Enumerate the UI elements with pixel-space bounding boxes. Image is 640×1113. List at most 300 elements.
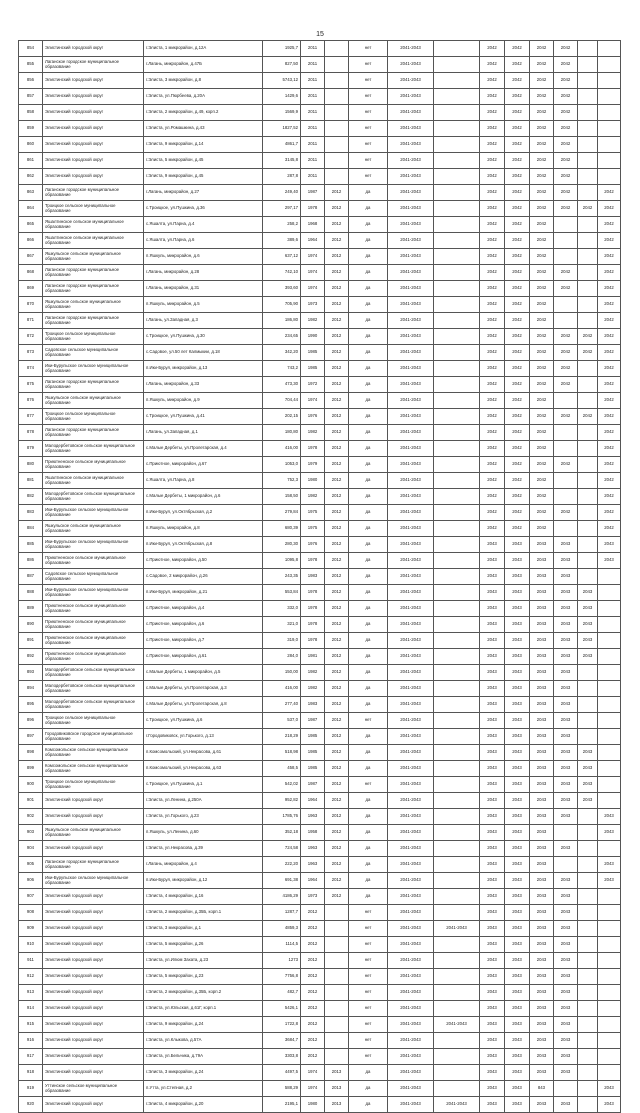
cell-area: 352,18 [263, 825, 301, 841]
cell-year: 1972 [301, 377, 325, 393]
cell-y3: 2042 [530, 329, 554, 345]
cell-repair-year [325, 121, 349, 137]
cell-period: 2041-2043 [388, 153, 434, 169]
cell-p2 [434, 777, 480, 793]
cell-y4: 2043 [554, 745, 578, 761]
cell-year: 1980 [301, 473, 325, 489]
cell-flag: да [349, 553, 388, 569]
cell-period: 2041-2043 [388, 489, 434, 505]
cell-p2 [434, 729, 480, 745]
cell-p2 [434, 105, 480, 121]
cell-y6 [598, 681, 621, 697]
cell-y1: 2043 [480, 553, 505, 569]
cell-repair-year [325, 105, 349, 121]
cell-y2: 2043 [505, 937, 530, 953]
cell-flag: да [349, 281, 388, 297]
cell-year: 1983 [301, 569, 325, 585]
cell-n: 897 [19, 729, 43, 745]
table-row [19, 361, 621, 377]
cell-flag: да [349, 1097, 388, 1113]
cell-area: 1095,8 [263, 553, 301, 569]
cell-p2 [434, 265, 480, 281]
cell-p2 [434, 649, 480, 665]
cell-repair-year [325, 905, 349, 921]
cell-org: Элистинский городской округ [43, 985, 144, 1001]
cell-p2 [434, 985, 480, 1001]
cell-addr: с.Троицкое, ул.Пушкина, д.6 [144, 713, 263, 729]
cell-y3: 2042 [530, 473, 554, 489]
table-row [19, 777, 621, 793]
cell-org: Элистинский городской округ [43, 809, 144, 825]
table-row [19, 617, 621, 633]
cell-addr: г.Элиста, 1 микрорайон, д.12А [144, 41, 263, 57]
cell-y1: 2043 [480, 1033, 505, 1049]
cell-y3: 2042 [530, 201, 554, 217]
cell-period: 2041-2043 [388, 841, 434, 857]
cell-y5 [578, 889, 598, 905]
cell-period: 2041-2043 [388, 185, 434, 201]
cell-y3: 2043 [530, 681, 554, 697]
cell-year: 1974 [301, 249, 325, 265]
cell-n: 919 [19, 1081, 43, 1097]
page-number: 15 [316, 31, 324, 38]
cell-p2 [434, 281, 480, 297]
cell-y4: 2043 [554, 1049, 578, 1065]
cell-repair-year: 2012 [325, 601, 349, 617]
cell-y1: 2042 [480, 121, 505, 137]
cell-period: 2041-2043 [388, 569, 434, 585]
cell-y4 [554, 825, 578, 841]
cell-p2 [434, 457, 480, 473]
cell-repair-year: 2012 [325, 233, 349, 249]
cell-addr: с.Троицкое, ул.Пушкина, д.1 [144, 777, 263, 793]
cell-y3: 2042 [530, 377, 554, 393]
cell-addr: п.Яшкуль, микрорайон, д.9 [144, 393, 263, 409]
cell-area: 284,0 [263, 649, 301, 665]
cell-addr: г.Элиста, 5 микрорайон, д.45 [144, 153, 263, 169]
cell-area: 342,20 [263, 345, 301, 361]
cell-n: 868 [19, 265, 43, 281]
cell-org: Лаганское городское муниципальное образование [43, 377, 144, 393]
cell-y1: 2043 [480, 889, 505, 905]
cell-period: 2041-2043 [388, 73, 434, 89]
cell-y3: 2043 [530, 569, 554, 585]
cell-org: Лаганское городское муниципальное образование [43, 185, 144, 201]
cell-repair-year: 2012 [325, 441, 349, 457]
cell-addr: с.Малые Дербеты, ул.Пролетарская, д.8 [144, 697, 263, 713]
cell-p2 [434, 409, 480, 425]
table-row [19, 217, 621, 233]
cell-area: 249,40 [263, 185, 301, 201]
cell-year: 2012 [301, 969, 325, 985]
cell-y4: 2042 [554, 153, 578, 169]
cell-flag: да [349, 681, 388, 697]
cell-addr: г.Элиста, ул.Пюрбеева, д.20А [144, 89, 263, 105]
cell-flag: да [349, 473, 388, 489]
cell-n: 914 [19, 1001, 43, 1017]
cell-year: 1978 [301, 601, 325, 617]
cell-y5 [578, 921, 598, 937]
cell-year: 1985 [301, 729, 325, 745]
cell-year: 1985 [301, 345, 325, 361]
cell-y3: 2042 [530, 105, 554, 121]
cell-p2 [434, 969, 480, 985]
cell-period: 2041-2043 [388, 441, 434, 457]
cell-repair-year: 2012 [325, 713, 349, 729]
cell-y3: 2043 [530, 921, 554, 937]
cell-area: 332,0 [263, 601, 301, 617]
cell-flag: нет [349, 1033, 388, 1049]
cell-p2 [434, 761, 480, 777]
cell-year: 1978 [301, 441, 325, 457]
cell-repair-year [325, 1033, 349, 1049]
cell-y6 [598, 169, 621, 185]
cell-y3: 2042 [530, 89, 554, 105]
cell-n: 894 [19, 681, 43, 697]
cell-repair-year: 2012 [325, 217, 349, 233]
cell-p2 [434, 41, 480, 57]
cell-y6: 2042 [598, 345, 621, 361]
cell-org: Элистинский городской округ [43, 105, 144, 121]
cell-period: 2041-2043 [388, 537, 434, 553]
cell-repair-year [325, 1001, 349, 1017]
cell-repair-year [325, 57, 349, 73]
cell-y6: 2042 [598, 473, 621, 489]
cell-repair-year: 2012 [325, 569, 349, 585]
cell-y6: 2043 [598, 873, 621, 889]
cell-period: 2041-2043 [388, 233, 434, 249]
table-row [19, 633, 621, 649]
cell-y1: 2042 [480, 441, 505, 457]
cell-y3: 2043 [530, 1017, 554, 1033]
cell-y1: 2042 [480, 393, 505, 409]
cell-y3: 2042 [530, 233, 554, 249]
cell-n: 905 [19, 857, 43, 873]
table-row [19, 793, 621, 809]
cell-org: Садовское сельское муниципальное образование [43, 569, 144, 585]
cell-y4: 2043 [554, 617, 578, 633]
cell-y1: 2042 [480, 249, 505, 265]
cell-y4 [554, 441, 578, 457]
cell-org: Элистинский городской округ [43, 841, 144, 857]
cell-org: Ики-Бурульское сельское муниципальное образование [43, 585, 144, 601]
cell-flag: да [349, 345, 388, 361]
cell-period: 2041-2043 [388, 297, 434, 313]
cell-y1: 2042 [480, 313, 505, 329]
cell-repair-year: 2013 [325, 1065, 349, 1081]
cell-y2: 2043 [505, 809, 530, 825]
cell-org: Троицкое сельское муниципальное образование [43, 713, 144, 729]
cell-y3: 843 [530, 1081, 554, 1097]
cell-org: Малодербетовское сельское муниципальное образование [43, 441, 144, 457]
cell-y3: 2043 [530, 873, 554, 889]
cell-y3: 2042 [530, 409, 554, 425]
cell-y5 [578, 1065, 598, 1081]
cell-p2 [434, 1049, 480, 1065]
cell-repair-year [325, 1049, 349, 1065]
cell-year: 1987 [301, 185, 325, 201]
cell-n: 854 [19, 41, 43, 57]
cell-y1: 2043 [480, 937, 505, 953]
cell-y1: 2043 [480, 1081, 505, 1097]
cell-y5: 2043 [578, 761, 598, 777]
cell-addr: г.Элиста, ул.Клыкова, д.57А [144, 1033, 263, 1049]
cell-n: 887 [19, 569, 43, 585]
cell-period: 2041-2043 [388, 1017, 434, 1033]
cell-year: 1982 [301, 313, 325, 329]
cell-flag: да [349, 761, 388, 777]
cell-y4: 2043 [554, 681, 578, 697]
cell-addr: г.Элиста, ул.Некрасова, д.39 [144, 841, 263, 857]
cell-p2 [434, 73, 480, 89]
table-row [19, 521, 621, 537]
cell-y4: 2043 [554, 537, 578, 553]
cell-p2 [434, 329, 480, 345]
cell-period: 2041-2043 [388, 281, 434, 297]
cell-y6 [598, 905, 621, 921]
cell-y2: 2043 [505, 985, 530, 1001]
cell-y6 [598, 889, 621, 905]
cell-y3: 2043 [530, 665, 554, 681]
cell-addr: г.Элиста, 4 микрорайон, д.20 [144, 1097, 263, 1113]
table-row [19, 729, 621, 745]
cell-y3: 2042 [530, 425, 554, 441]
table-row [19, 489, 621, 505]
table-row [19, 41, 621, 57]
cell-y4 [554, 217, 578, 233]
table-row [19, 809, 621, 825]
cell-y2: 2042 [505, 505, 530, 521]
cell-repair-year: 2012 [325, 201, 349, 217]
cell-period: 2041-2043 [388, 1097, 434, 1113]
cell-year: 2011 [301, 89, 325, 105]
cell-year: 1987 [301, 777, 325, 793]
cell-y6 [598, 777, 621, 793]
cell-y4: 2042 [554, 57, 578, 73]
cell-flag: нет [349, 1001, 388, 1017]
cell-y3: 2043 [530, 905, 554, 921]
cell-org: Яшалтинское сельское муниципальное образование [43, 233, 144, 249]
cell-repair-year: 2013 [325, 1097, 349, 1113]
cell-y6: 2042 [598, 489, 621, 505]
table-row [19, 873, 621, 889]
cell-y5 [578, 1001, 598, 1017]
cell-y4 [554, 249, 578, 265]
cell-y1: 2043 [480, 1001, 505, 1017]
cell-org: Элистинский городской округ [43, 121, 144, 137]
cell-y1: 2042 [480, 137, 505, 153]
cell-y3: 2043 [530, 793, 554, 809]
cell-y6: 2042 [598, 505, 621, 521]
cell-y6 [598, 665, 621, 681]
cell-addr: п.Ики-Бурул, микрорайон, д.21 [144, 585, 263, 601]
cell-y5: 2043 [578, 585, 598, 601]
cell-p2 [434, 137, 480, 153]
cell-y1: 2043 [480, 777, 505, 793]
cell-y5 [578, 681, 598, 697]
cell-area: 4859,3 [263, 921, 301, 937]
cell-area: 458,5 [263, 761, 301, 777]
cell-addr: с.Троицкое, ул.Пушкина, д.36 [144, 201, 263, 217]
cell-area: 277,40 [263, 697, 301, 713]
cell-repair-year: 2012 [325, 841, 349, 857]
cell-p2 [434, 1081, 480, 1097]
table-row [19, 937, 621, 953]
cell-org: Приютненское сельское муниципальное образование [43, 617, 144, 633]
cell-area: 1827,52 [263, 121, 301, 137]
cell-y2: 2042 [505, 377, 530, 393]
cell-y2: 2042 [505, 425, 530, 441]
cell-y5: 2043 [578, 633, 598, 649]
cell-y3: 2042 [530, 281, 554, 297]
cell-area: 5426,1 [263, 1001, 301, 1017]
cell-n: 855 [19, 57, 43, 73]
table-row [19, 585, 621, 601]
cell-y5 [578, 441, 598, 457]
cell-y5 [578, 153, 598, 169]
cell-y1: 2042 [480, 409, 505, 425]
cell-org: Ики-Бурульское сельское муниципальное образование [43, 361, 144, 377]
table-row [19, 713, 621, 729]
cell-y6: 2042 [598, 457, 621, 473]
table-row [19, 185, 621, 201]
cell-y2: 2042 [505, 457, 530, 473]
table-row [19, 1065, 621, 1081]
cell-flag: да [349, 793, 388, 809]
cell-y1: 2043 [480, 857, 505, 873]
cell-period: 2041-2043 [388, 601, 434, 617]
cell-y4: 2042 [554, 89, 578, 105]
cell-p2 [434, 617, 480, 633]
cell-n: 866 [19, 233, 43, 249]
cell-y1: 2042 [480, 105, 505, 121]
cell-y4: 2043 [554, 889, 578, 905]
cell-y3: 2042 [530, 393, 554, 409]
cell-y6 [598, 105, 621, 121]
cell-y4 [554, 857, 578, 873]
cell-y4: 2042 [554, 185, 578, 201]
cell-addr: г.Элиста, 2 микрорайон, д.35Б, корп.2 [144, 985, 263, 1001]
cell-area: 3303,8 [263, 1049, 301, 1065]
cell-org: Троицкое сельское муниципальное образование [43, 201, 144, 217]
cell-p2 [434, 905, 480, 921]
cell-org: Лаганское городское муниципальное образование [43, 313, 144, 329]
cell-addr: г.Элиста, ул.Бельчика, д.79А [144, 1049, 263, 1065]
table-row [19, 681, 621, 697]
cell-y1: 2043 [480, 825, 505, 841]
cell-y2: 2042 [505, 249, 530, 265]
cell-addr: г.Городовиковск, ул.Горького, д.13 [144, 729, 263, 745]
cell-area: 416,00 [263, 681, 301, 697]
cell-year: 1976 [301, 537, 325, 553]
cell-year: 2011 [301, 73, 325, 89]
cell-year: 1964 [301, 793, 325, 809]
cell-y1: 2043 [480, 1065, 505, 1081]
cell-y5: 2042 [578, 345, 598, 361]
cell-y5 [578, 89, 598, 105]
cell-period: 2041-2043 [388, 1049, 434, 1065]
cell-y3: 2043 [530, 713, 554, 729]
cell-flag: нет [349, 73, 388, 89]
cell-year: 1974 [301, 393, 325, 409]
cell-year: 1976 [301, 409, 325, 425]
cell-org: Элистинский городской округ [43, 1017, 144, 1033]
cell-y1: 2043 [480, 1049, 505, 1065]
cell-repair-year: 2012 [325, 281, 349, 297]
cell-year: 1973 [301, 889, 325, 905]
cell-period: 2041-2043 [388, 265, 434, 281]
cell-y5 [578, 1049, 598, 1065]
cell-n: 911 [19, 953, 43, 969]
cell-y5: 2043 [578, 601, 598, 617]
cell-org: Элистинский городской округ [43, 969, 144, 985]
cell-year: 2012 [301, 1001, 325, 1017]
cell-period: 2041-2043 [388, 249, 434, 265]
cell-y6 [598, 793, 621, 809]
cell-y2: 2043 [505, 1065, 530, 1081]
cell-y1: 2043 [480, 873, 505, 889]
cell-y2: 2043 [505, 729, 530, 745]
cell-area: 393,60 [263, 281, 301, 297]
cell-addr: г.Лагань, микрорайон, д.33 [144, 377, 263, 393]
cell-y2: 2042 [505, 137, 530, 153]
cell-y1: 2043 [480, 809, 505, 825]
cell-y1: 2043 [480, 761, 505, 777]
cell-y4: 2043 [554, 585, 578, 601]
table-row [19, 841, 621, 857]
cell-repair-year: 2012 [325, 297, 349, 313]
cell-y2: 2042 [505, 473, 530, 489]
cell-flag: да [349, 329, 388, 345]
table-row [19, 665, 621, 681]
cell-y5 [578, 169, 598, 185]
cell-org: Лаганское городское муниципальное образование [43, 281, 144, 297]
cell-year: 1974 [301, 265, 325, 281]
cell-year: 1958 [301, 825, 325, 841]
cell-n: 886 [19, 553, 43, 569]
cell-year: 2012 [301, 953, 325, 969]
cell-area: 1722,8 [263, 1017, 301, 1033]
cell-n: 878 [19, 425, 43, 441]
cell-n: 888 [19, 585, 43, 601]
cell-y6 [598, 137, 621, 153]
cell-y4: 2042 [554, 41, 578, 57]
cell-year: 2012 [301, 1033, 325, 1049]
table-row [19, 137, 621, 153]
cell-y4: 2042 [554, 361, 578, 377]
cell-repair-year: 2012 [325, 249, 349, 265]
cell-n: 863 [19, 185, 43, 201]
table-row [19, 345, 621, 361]
cell-repair-year: 2012 [325, 377, 349, 393]
cell-area: 243,35 [263, 569, 301, 585]
cell-y6: 2042 [598, 281, 621, 297]
table-row [19, 153, 621, 169]
cell-org: Элистинский городской округ [43, 137, 144, 153]
cell-addr: г.Элиста, 5 микрорайон, д.26 [144, 937, 263, 953]
cell-p2 [434, 1001, 480, 1017]
cell-p2 [434, 345, 480, 361]
cell-year: 2012 [301, 937, 325, 953]
cell-p2 [434, 1065, 480, 1081]
cell-y2: 2043 [505, 601, 530, 617]
cell-p2 [434, 793, 480, 809]
cell-y6: 2042 [598, 441, 621, 457]
cell-addr: г.Лагань, микрорайон, д.47Б [144, 57, 263, 73]
cell-flag: да [349, 889, 388, 905]
cell-addr: г.Элиста, 9 микрорайон, д.14 [144, 137, 263, 153]
cell-org: Яшкульское сельское муниципальное образование [43, 521, 144, 537]
